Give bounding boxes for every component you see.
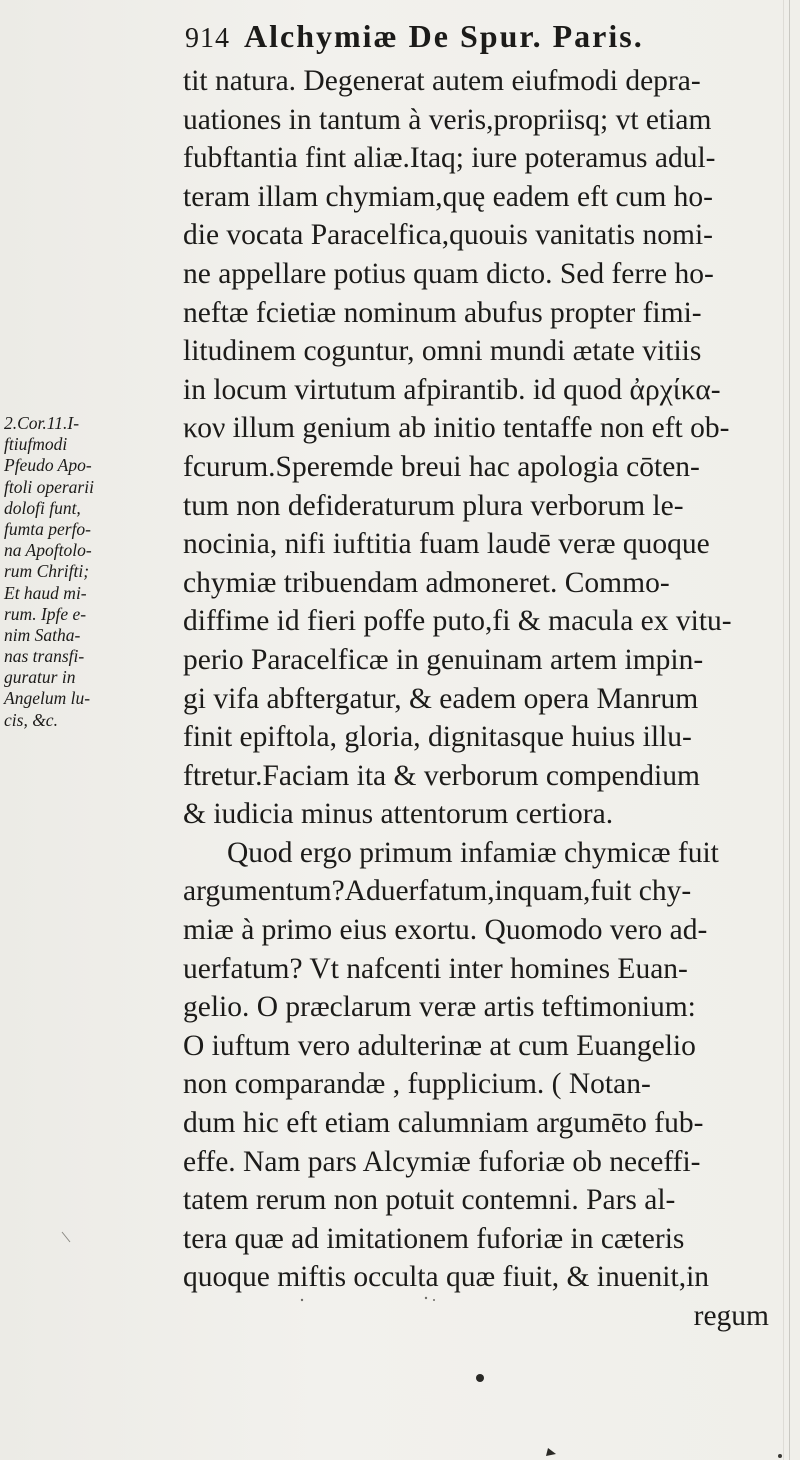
running-head: Alchymiæ De Spur. Paris. — [244, 18, 644, 54]
margin-note-line: Angelum lu- — [4, 688, 91, 709]
text-line: argumentum?Aduerfatum,inquam,fuit chy- — [183, 875, 692, 908]
text-line: gi vifa abftergatur, & eadem opera Manrum — [183, 682, 699, 715]
margin-note-line: cis, &c. — [4, 709, 58, 730]
text-line: ftretur.Faciam ita & verborum compendium — [183, 759, 700, 792]
text-line: dum hic eft etiam calumniam argumēto fub- — [183, 1107, 704, 1140]
text-line: non comparandæ , fupplicium. ( Notan- — [183, 1068, 651, 1101]
text-line: uationes in tantum à veris,propriisq; vt etiam — [183, 103, 712, 136]
marginal-note — [4, 413, 184, 731]
text-line: chymiæ tribuendam admoneret. Commo- — [183, 566, 670, 599]
page-edge — [789, 0, 790, 1460]
text-line: ne appellare potius quam dicto. Sed ferre ho- — [183, 257, 714, 290]
text-line: in locum virtutum afpirantib. id quod ἀρχίκα- — [183, 373, 721, 406]
text-line: neftæ fcietiæ nominum abufus propter fimi- — [183, 296, 702, 329]
text-line: die vocata Paracelfica,quouis vanitatis nomi- — [183, 219, 713, 252]
text-line: miæ à primo eius exortu. Quomodo vero ad- — [183, 914, 708, 947]
margin-note-line: na Apoftolo- — [4, 540, 92, 561]
margin-note-line: guratur in — [4, 667, 76, 688]
margin-note-line: nim Satha- — [4, 624, 81, 645]
text-line: O iuftum vero adulterinæ at cum Euangelio — [183, 1029, 696, 1062]
text-line: uerfatum? Vt nafcenti inter homines Euan- — [183, 952, 688, 985]
text-line: & iudicia minus attentorum certiora. — [183, 798, 614, 831]
margin-note-line: nas transfi- — [4, 646, 85, 667]
text-line: nocinia, nifi iuftitia fuam laudē veræ quoque — [183, 528, 710, 561]
text-line: quoque miftis occulta quæ fiuit, & inuenit,in — [183, 1261, 710, 1294]
margin-note-line: dolofi funt, — [4, 497, 81, 518]
text-line: teram illam chymiam,quę eadem eft cum ho- — [183, 180, 713, 213]
text-line: tera quæ ad imitationem fuforiæ in cæteris — [183, 1222, 685, 1255]
page-header — [185, 18, 785, 68]
margin-note-line: fumta perfo- — [4, 518, 92, 539]
margin-note-line: Et haud mi- — [4, 582, 87, 603]
margin-note-line: Pfeudo Apo- — [4, 455, 92, 476]
text-line: tum non defideraturum plura verborum le- — [183, 489, 684, 522]
catchword: regum — [693, 1300, 769, 1332]
text-line: effe. Nam pars Alcymiæ fuforiæ ob neceffi- — [183, 1145, 701, 1178]
page-number: 914 — [185, 23, 230, 54]
text-line: litudinem coguntur, omni mundi ætate vitiis — [183, 335, 702, 368]
text-line: diffime id fieri poffe puto,fi & macula ex vitu- — [183, 605, 732, 638]
text-line: tit natura. Degenerat autem eiufmodi depra- — [183, 65, 701, 97]
text-line: fcurum.Speremde breui hac apologia cōten- — [183, 450, 700, 483]
text-line: finit epiftola, gloria, dignitasque huius illu- — [183, 721, 692, 754]
margin-note-line: ftoli operarii — [4, 476, 94, 497]
text-line: gelio. O præclarum veræ artis teftimonium: — [183, 991, 696, 1024]
page-edge-shadow — [783, 0, 784, 1460]
margin-note-line: rum Chrifti; — [4, 561, 90, 582]
margin-note-line: rum. Ipfe e- — [4, 603, 87, 624]
main-text-block — [183, 62, 783, 1336]
margin-note-line: ftiufmodi — [4, 434, 68, 455]
margin-note-line: 2.Cor.11.I- — [4, 413, 80, 433]
paragraph-start-line: Quod ergo primum infamiæ chymicæ fuit — [227, 836, 719, 869]
text-line: perio Paracelficæ in genuinam artem impin- — [183, 643, 704, 676]
text-line: κον illum genium ab initio tentaffe non eft ob- — [183, 412, 730, 445]
text-line: tatem rerum non potuit contemni. Pars al- — [183, 1184, 676, 1217]
text-line: fubftantia fint aliæ.Itaq; iure poteramus adul- — [183, 142, 716, 175]
